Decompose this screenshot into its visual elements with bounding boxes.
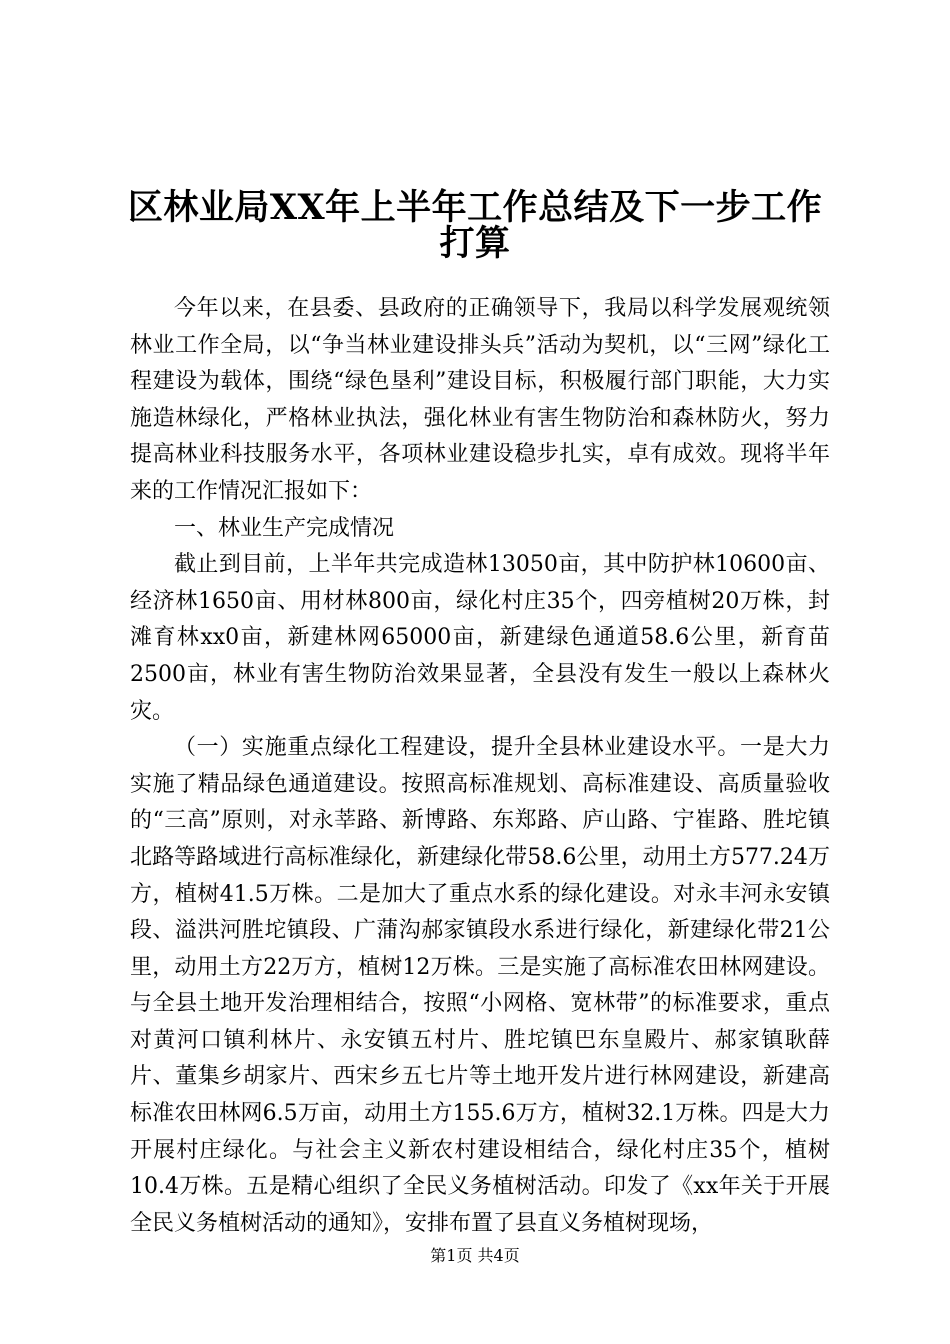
section-heading: 一、林业生产完成情况 [174, 515, 395, 541]
production-summary-paragraph: 截止到目前，上半年共完成造林13050亩，其中防护林10600亩、经济林1650亩、用材林800亩，绿化村庄35个，四旁植树20万株，封滩育林xx0亩，新建林网65000亩，新建绿色通道58.6公里，新育苗2500亩，林业有害生物防治效果显著，全县没有发生一般以上森林火灾。 [130, 552, 830, 724]
document-title-line-1: 区林业局XX年上半年工作总结及下一步工作 [127, 187, 823, 228]
document-title-line-2: 打算 [439, 223, 511, 264]
intro-paragraph: 今年以来，在县委、县政府的正确领导下，我局以科学发展观统领林业工作全局，以“争当林业建设排头兵”活动为契机，以“三网”绿化工程建设为载体，围绕“绿色垦利”建设目标，积极履行部门职能，大力实施造林绿化，严格林业执法，强化林业有害生物防治和森林防火，努力提高林业科技服务水平，各项林业建设稳步扎实，卓有成效。现将半年来的工作情况汇报如下： [130, 296, 830, 504]
greening-project-paragraph: （一）实施重点绿化工程建设，提升全县林业建设水平。一是大力实施了精品绿色通道建设。按照高标准规划、高标准建设、高质量验收的“三高”原则，对永莘路、新博路、东郑路、庐山路、宁崔路、胜坨镇北路等路域进行高标准绿化，新建绿化带58.6公里，动用土方577.24万方，植树41.5万株。二是加大了重点水系的绿化建设。对永丰河永安镇段、溢洪河胜坨镇段、广蒲沟郝家镇段水系进行绿化，新建绿化带21公里，动用土方22万方，植树12万株。三是实施了高标准农田林网建设。与全县土地开发治理相结合，按照“小网格、宽林带”的标准要求，重点对黄河口镇利林片、永安镇五村片、胜坨镇巴东皇殿片、郝家镇耿薛片、董集乡胡家片、西宋乡五七片等土地开发片进行林网建设，新建高标准农田林网6.5万亩，动用土方155.6万方，植树32.1万株。四是大力开展村庄绿化。与社会主义新农村建设相结合，绿化村庄35个，植树10.4万株。五是精心组织了全民义务植树活动。印发了《xx年关于开展全民义务植树活动的通知》，安排布置了县直义务植树现场， [130, 735, 830, 1236]
page-number-footer: 第1页 共4页 [430, 1246, 520, 1265]
document-body [130, 291, 830, 1242]
